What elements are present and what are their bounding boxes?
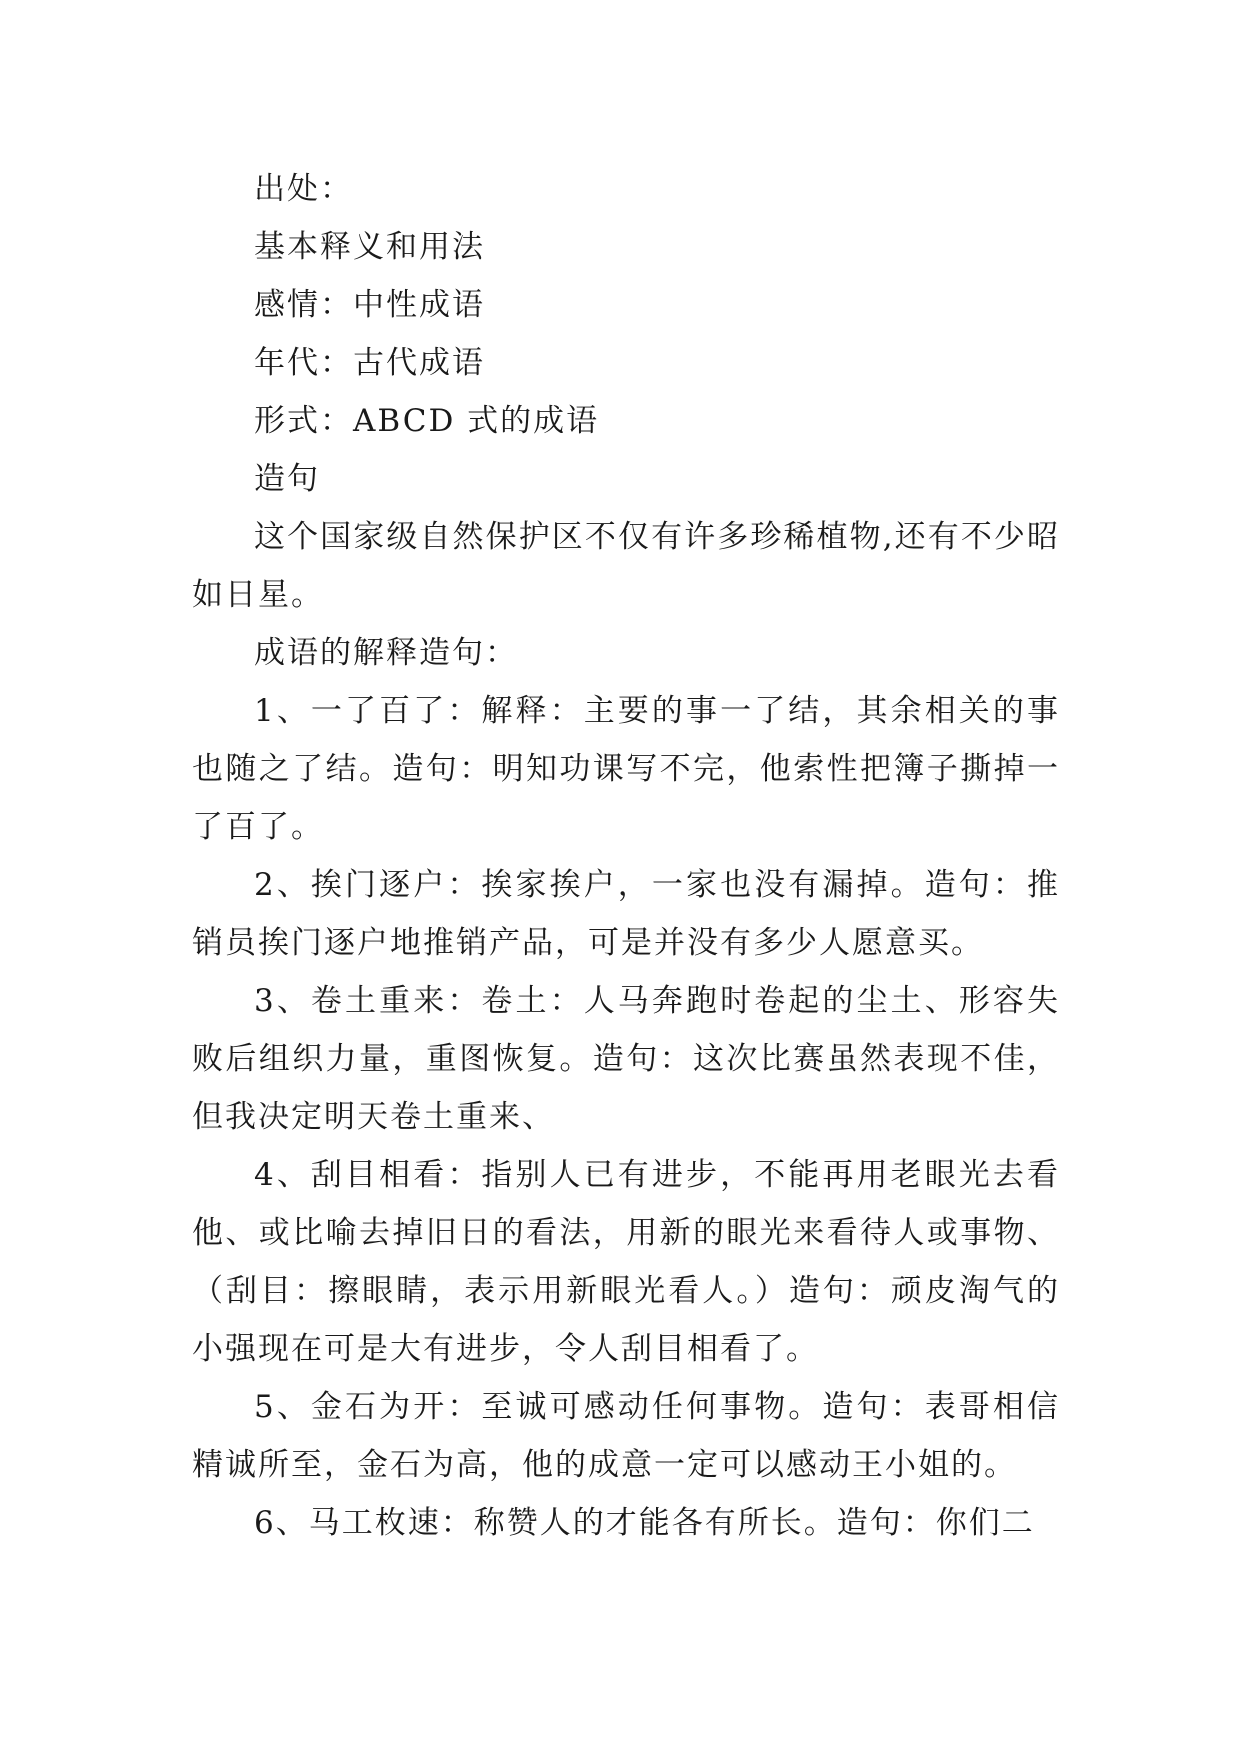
paragraph-source: 出处： — [254, 171, 353, 207]
paragraph-idiom-2: 2、挨门逐户：挨家挨户，一家也没有漏掉。造句：推销员挨门逐户地推销产品，可是并没有多少人愿意买。 — [192, 867, 1060, 961]
paragraph-idiom-section-heading: 成语的解释造句： — [254, 635, 518, 671]
paragraph-idiom-5: 5、金石为开：至诚可感动任何事物。造句：表哥相信精诚所至，金石为高，他的成意一定可以感动王小姐的。 — [192, 1389, 1060, 1483]
paragraph-idiom-4: 4、刮目相看：指别人已有进步，不能再用老眼光去看他、或比喻去掉旧日的看法，用新的眼光来看待人或事物、（刮目：擦眼睛，表示用新眼光看人。）造句：顽皮淘气的小强现在可是大有进步，令人刮目相看了。 — [192, 1157, 1060, 1367]
paragraph-basic-meaning: 基本释义和用法 — [254, 229, 485, 265]
paragraph-emotion: 感情：中性成语 — [254, 287, 485, 323]
paragraph-example-sentence: 这个国家级自然保护区不仅有许多珍稀植物,还有不少昭如日星。 — [192, 519, 1060, 613]
paragraph-idiom-3: 3、卷土重来：卷土：人马奔跑时卷起的尘土、形容失败后组织力量，重图恢复。造句：这次比赛虽然表现不佳，但我决定明天卷土重来、 — [192, 983, 1060, 1135]
paragraph-form: 形式：ABCD 式的成语 — [254, 403, 600, 439]
paragraph-idiom-6: 6、马工枚速：称赞人的才能各有所长。造句：你们二 — [254, 1505, 1035, 1541]
paragraph-era: 年代：古代成语 — [254, 345, 485, 381]
document-body — [192, 160, 1060, 1552]
paragraph-idiom-1: 1、一了百了：解释：主要的事一了结，其余相关的事也随之了结。造句：明知功课写不完，他索性把簿子撕掉一了百了。 — [192, 693, 1060, 845]
paragraph-sentence-heading: 造句 — [254, 461, 320, 497]
